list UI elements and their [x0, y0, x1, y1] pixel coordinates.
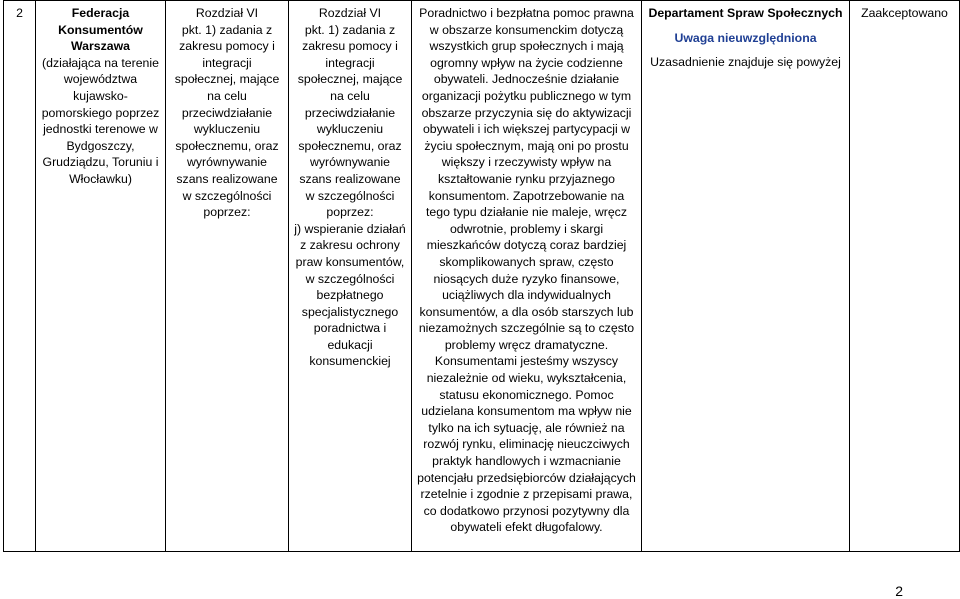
- organization-cell: [36, 1, 166, 552]
- proposed-provision-cell: [289, 1, 412, 552]
- department-cell: [642, 1, 850, 552]
- department-reason: Uzasadnienie znajduje się powyżej: [650, 55, 841, 70]
- department-name: Departament Spraw Społecznych: [648, 6, 843, 20]
- proposed-provision-addition: j) wspieranie działań z zakresu ochrony praw konsumentów, w szczególności bezpłatnego specjalistycznego poradnictwa i edukacji konsumenckiej: [294, 221, 406, 369]
- row-number-cell: [4, 1, 36, 552]
- existing-provision-cell: [166, 1, 289, 552]
- page-number: 2: [895, 583, 903, 599]
- row-number: 2: [16, 6, 23, 20]
- status-cell: [850, 1, 960, 552]
- proposed-provision-chapter: Rozdział VI: [318, 6, 382, 20]
- organization-city: Warszawa: [70, 39, 130, 54]
- table-row: [4, 1, 960, 552]
- organization-description: (działająca na terenie województwa kujawsko-pomorskiego poprzez jednostki terenowe w Bydgoszczy, Grudziądzu, Toruniu i Włocławku): [41, 55, 160, 186]
- justification-cell: [412, 1, 642, 552]
- organization-name: Federacja Konsumentów: [58, 6, 143, 37]
- department-remark: Uwaga nieuwzględniona: [674, 30, 817, 45]
- proposed-provision-text: pkt. 1) zadania z zakresu pomocy i integracji społecznej, mające na celu przeciwdziałanie wykluczeniu społecznemu, oraz wyrównywanie szans realizowane w szczególności poprzez:: [297, 22, 403, 220]
- status-text: Zaakceptowano: [861, 6, 948, 20]
- consultation-table: [3, 0, 960, 552]
- existing-provision-text: pkt. 1) zadania z zakresu pomocy i integracji społecznej, mające na celu przeciwdziałanie wykluczeniu społecznemu, oraz wyrównywanie szans realizowane w szczególności poprzez:: [174, 22, 280, 220]
- existing-provision-chapter: Rozdział VI: [195, 6, 259, 20]
- justification-text: Poradnictwo i bezpłatna pomoc prawna w obszarze konsumenckim dotyczą wszystkich grup społecznych i mają ogromny wpływ na życie codzienne obywateli. Jednocześnie działanie organizacji pożytku publicznego w tym obszarze przyczynia się do aktywizacji obywateli i ich większej partycypacji w życiu społecznym, mają oni po prostu większy i rzeczywisty wpływ na kształtowanie rynku przyjaznego konsumentom. Zapotrzebowanie na tego typu działanie nie maleje, wręcz odwrotnie, problemy i skargi mieszkańców dotyczą coraz bardziej skomplikowanych spraw, często niosących duże ryzyko finansowe, uciążliwych dla indywidualnych konsumentów, a dla osób starszych lub niezamożnych szczególnie są to często problemy wręcz dramatyczne. Konsumentami jesteśmy wszyscy niezależnie od wieku, wykształcenia, statusu ekonomicznego. Pomoc udzielana konsumentom ma wpływ nie tylko na ich sytuację, ale również na rozwój rynku, eliminację nieuczciwych praktyk handlowych i wzmacnianie potencjału przedsiębiorców działających rzetelnie i zgodnie z przepisami prawa, co dodatkowo przynosi pozytywny dla obywateli efekt długofalowy.: [417, 6, 636, 535]
